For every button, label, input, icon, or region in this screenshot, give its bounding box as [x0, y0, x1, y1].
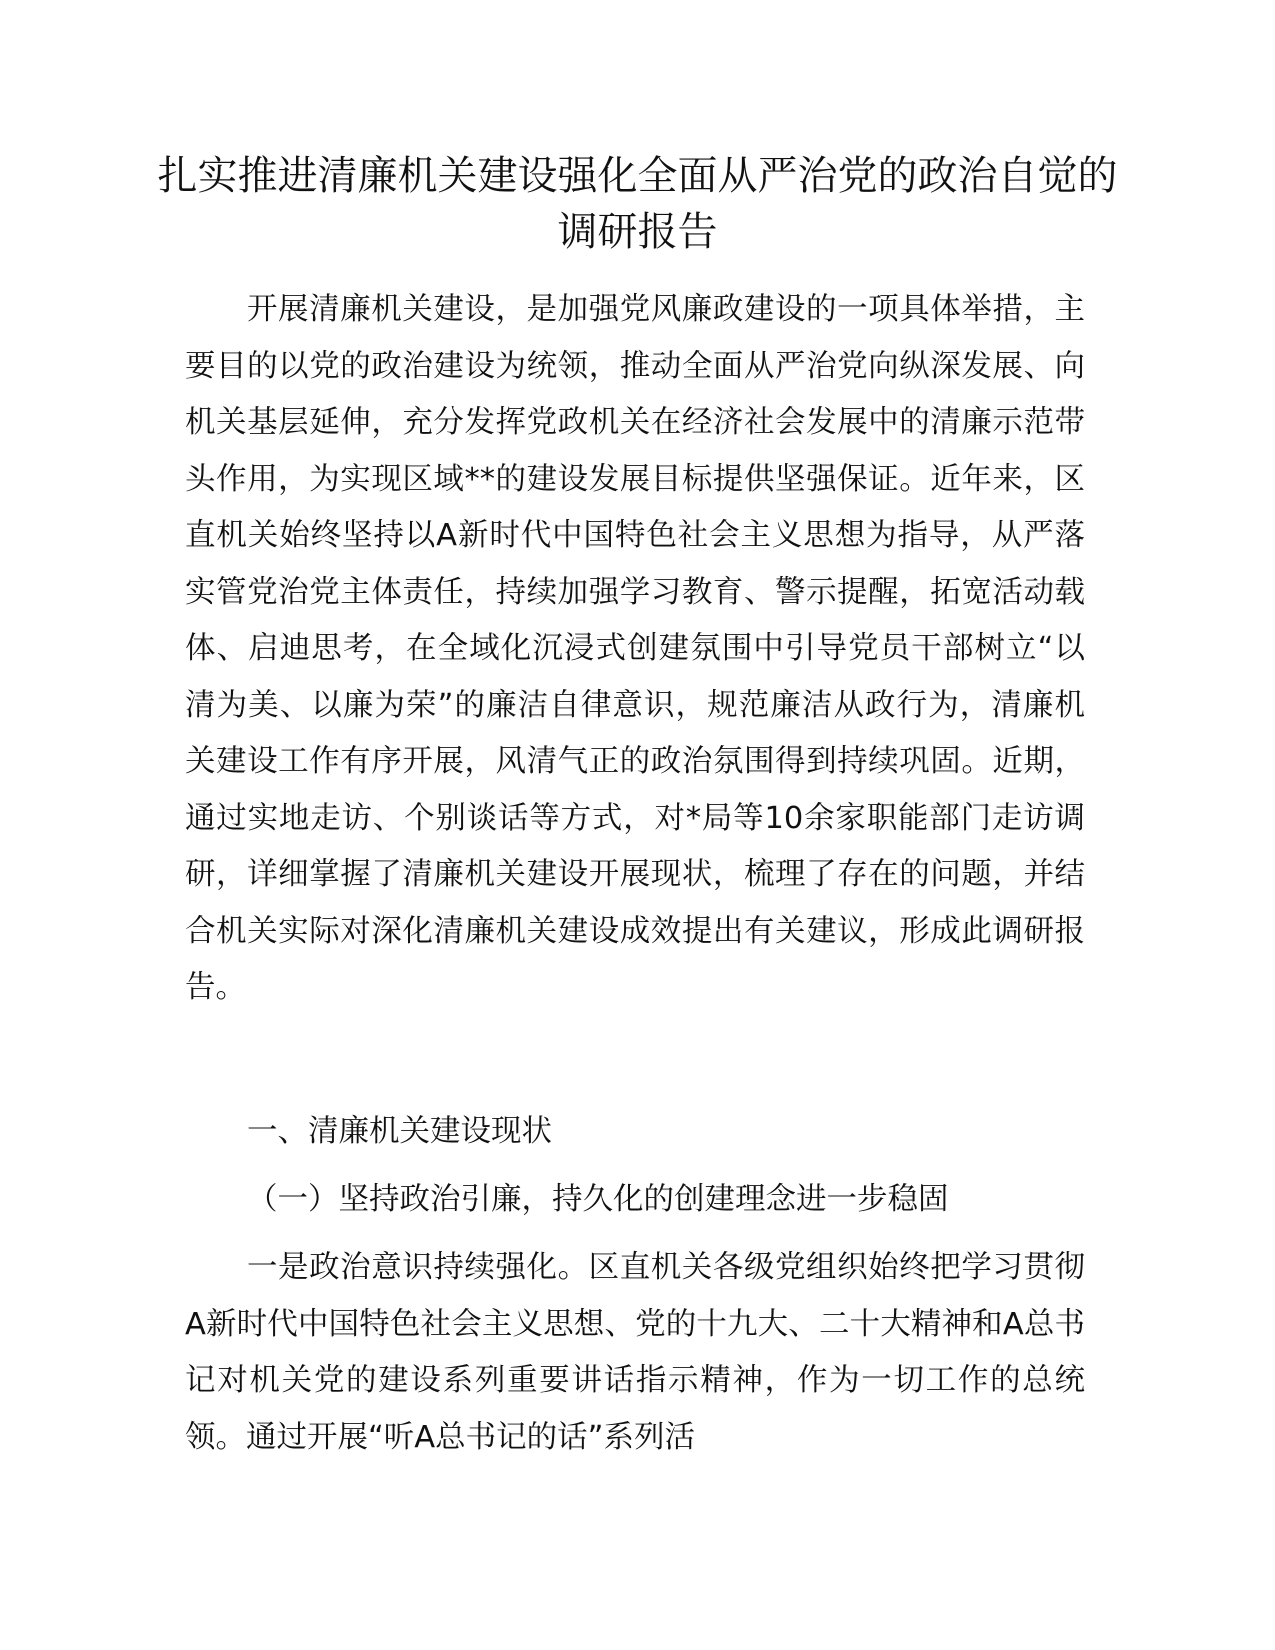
document-title: 扎实推进清廉机关建设强化全面从严治党的政治自觉的调研报告 — [157, 153, 1118, 255]
subsection-heading: （一）坚持政治引廉，持久化的创建理念进一步稳固 — [247, 1182, 949, 1217]
intro-paragraph: 开展清廉机关建设，是加强党风廉政建设的一项具体举措，主要目的以党的政治建设为统领，推动全面从严治党向纵深发展、向机关基层延伸，充分发挥党政机关在经济社会发展中的清廉示范带头作用，为实现区域**的建设发展目标提供坚强保证。近年来，区直机关始终坚持以A新时代中国特色社会主义思想为指导，从严落实管党治党主体责任，持续加强学习教育、警示提醒，拓宽活动载体、启迪思考，在全域化沉浸式创建氛围中引导党员干部树立“以清为美、以廉为荣”的廉洁自律意识，规范廉洁从政行为，清廉机关建设工作有序开展，风清气正的政治氛围得到持续巩固。近期，通过实地走访、个别谈话等方式，对*局等10余家职能部门走访调研，详细掌握了清廉机关建设开展现状，梳理了存在的问题，并结合机关实际对深化清廉机关建设成效提出有关建议，形成此调研报告。 — [185, 292, 1085, 1005]
subsection-paragraph: 一是政治意识持续强化。区直机关各级党组织始终把学习贯彻A新时代中国特色社会主义思想、党的十九大、二十大精神和A总书记对机关党的建设系列重要讲话指示精神，作为一切工作的总统领。通过开展“听A总书记的话”系列活 — [185, 1250, 1085, 1455]
section-heading: 一、清廉机关建设现状 — [247, 1114, 552, 1149]
